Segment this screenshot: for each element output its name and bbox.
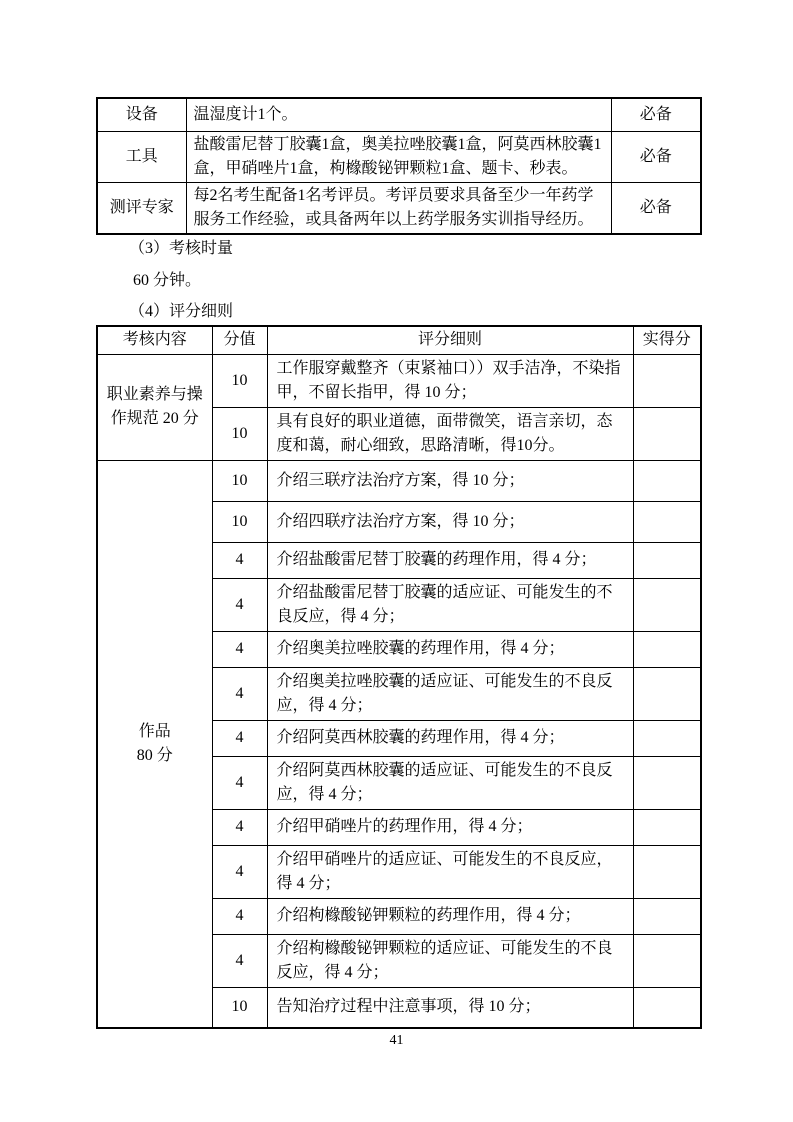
rule-text-cell: 介绍阿莫西林胶囊的适应证、可能发生的不良反应，得 4 分； (267, 756, 633, 809)
rule-text-cell: 介绍阿莫西林胶囊的药理作用，得 4 分； (267, 720, 633, 756)
equipment-row-label: 测评专家 (97, 182, 186, 234)
rule-text-cell: 介绍奥美拉唑胶囊的药理作用，得 4 分； (267, 631, 633, 667)
score-value-cell: 4 (212, 631, 267, 667)
equipment-table (96, 97, 702, 235)
score-value-cell: 4 (212, 756, 267, 809)
earned-score-cell (633, 720, 701, 756)
header-assessment-content: 考核内容 (97, 326, 212, 354)
earned-score-cell (633, 578, 701, 631)
equipment-row-label: 工具 (97, 131, 186, 182)
score-value-cell: 4 (212, 542, 267, 578)
equipment-row-content: 温湿度计1个。 (186, 98, 611, 131)
earned-score-cell (633, 407, 701, 460)
earned-score-cell (633, 354, 701, 407)
score-value-cell: 10 (212, 501, 267, 542)
rule-text-cell: 介绍奥美拉唑胶囊的适应证、可能发生的不良反应，得 4 分； (267, 667, 633, 720)
rule-text-cell: 工作服穿戴整齐（束紧袖口））双手洁净，不染指甲，不留长指甲，得 10 分； (267, 354, 633, 407)
equipment-row-content: 每2名考生配备1名考评员。考评员要求具备至少一年药学服务工作经验，或具备两年以上药学服务实训指导经历。 (186, 182, 611, 234)
rule-text-cell: 具有良好的职业道德，面带微笑，语言亲切，态度和蔼，耐心细致，思路清晰，得10分。 (267, 407, 633, 460)
earned-score-cell (633, 501, 701, 542)
earned-score-cell (633, 809, 701, 845)
score-value-cell: 4 (212, 934, 267, 987)
score-value-cell: 4 (212, 845, 267, 898)
group-name-work: 作品 80 分 (97, 460, 212, 1028)
earned-score-cell (633, 987, 701, 1028)
section-heading-duration: （3）考核时量 (129, 240, 234, 257)
earned-score-cell (633, 460, 701, 501)
rule-text-cell: 介绍甲硝唑片的适应证、可能发生的不良反应，得 4 分； (267, 845, 633, 898)
rule-text-cell: 介绍四联疗法治疗方案，得 10 分； (267, 501, 633, 542)
rule-text-cell: 介绍枸橼酸铋钾颗粒的药理作用，得 4 分； (267, 898, 633, 934)
score-value-cell: 4 (212, 578, 267, 631)
equipment-row-content: 盐酸雷尼替丁胶囊1盒，奥美拉唑胶囊1盒，阿莫西林胶囊1盒，甲硝唑片1盒，枸橼酸铋钾颗粒1盒、题卡、秒表。 (186, 131, 611, 182)
header-scoring-rules: 评分细则 (267, 326, 633, 354)
earned-score-cell (633, 756, 701, 809)
equipment-row-status: 必备 (611, 182, 701, 234)
rule-text-cell: 告知治疗过程中注意事项，得 10 分； (267, 987, 633, 1028)
rule-text-cell: 介绍三联疗法治疗方案，得 10 分； (267, 460, 633, 501)
equipment-row-status: 必备 (611, 131, 701, 182)
table-row (97, 460, 701, 501)
earned-score-cell (633, 934, 701, 987)
header-earned-score: 实得分 (633, 326, 701, 354)
section-heading-scoring: （4）评分细则 (129, 303, 234, 320)
score-value-cell: 10 (212, 354, 267, 407)
scoring-table (96, 325, 702, 1029)
group-name-professionalism: 职业素养与操 作规范 20 分 (97, 354, 212, 460)
equipment-row-label: 设备 (97, 98, 186, 131)
earned-score-cell (633, 631, 701, 667)
rule-text-cell: 介绍枸橼酸铋钾颗粒的适应证、可能发生的不良反应，得 4 分； (267, 934, 633, 987)
score-value-cell: 10 (212, 987, 267, 1028)
page-number: 41 (389, 1033, 404, 1048)
rule-text-cell: 介绍盐酸雷尼替丁胶囊的适应证、可能发生的不良反应，得 4 分； (267, 578, 633, 631)
score-value-cell: 4 (212, 898, 267, 934)
table-row (97, 182, 701, 234)
rule-text-cell: 介绍盐酸雷尼替丁胶囊的药理作用，得 4 分； (267, 542, 633, 578)
rule-text-cell: 介绍甲硝唑片的药理作用，得 4 分； (267, 809, 633, 845)
equipment-row-status: 必备 (611, 98, 701, 131)
earned-score-cell (633, 667, 701, 720)
table-row (97, 131, 701, 182)
table-row (97, 354, 701, 407)
earned-score-cell (633, 845, 701, 898)
earned-score-cell (633, 898, 701, 934)
duration-value: 60 分钟。 (133, 272, 202, 289)
score-value-cell: 4 (212, 809, 267, 845)
score-value-cell: 10 (212, 407, 267, 460)
table-header-row (97, 326, 701, 354)
table-row (97, 98, 701, 131)
score-value-cell: 4 (212, 667, 267, 720)
score-value-cell: 10 (212, 460, 267, 501)
earned-score-cell (633, 542, 701, 578)
score-value-cell: 4 (212, 720, 267, 756)
header-score-value: 分值 (212, 326, 267, 354)
